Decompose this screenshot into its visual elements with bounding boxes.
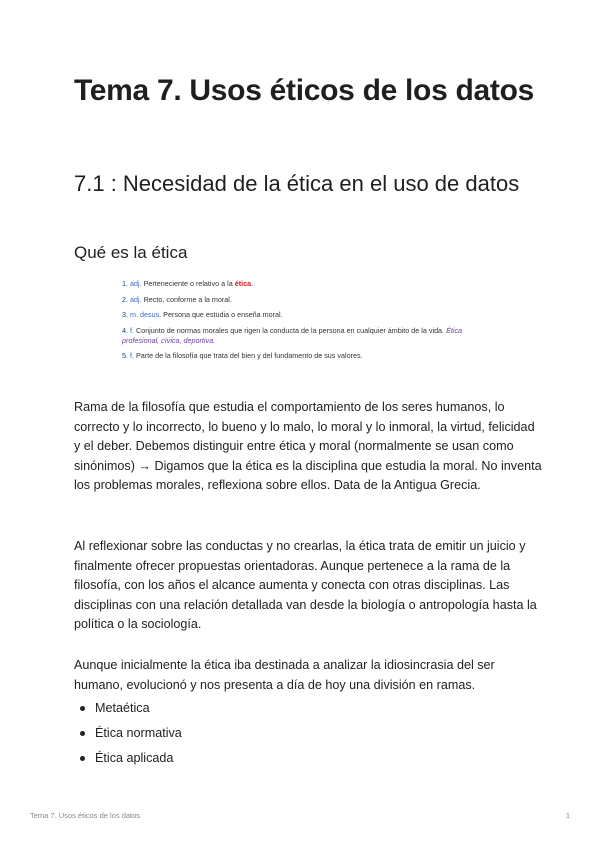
definition-example: Ética profesional, cívica, deportiva. — [122, 325, 463, 345]
definition-item: 5. f. Parte de la filosofía que trata del bien y del fundamento de sus valores. — [122, 351, 363, 360]
paragraph: Al reflexionar sobre las conductas y no crearlas, la ética trata de emitir un juicio y finalmente ofrecer propuestas orientadoras. Aunque pertenece a la rama de la filosofía, con los años el alcance aumenta y conecta con otras disciplinas. Las disciplinas con una relación detallada van desde la biología o antropología hasta la política o la sociología. — [74, 539, 537, 632]
bullet-icon — [80, 706, 85, 711]
definition-item: 3. m. desus. Persona que estudia o enseña moral. — [122, 310, 283, 319]
list-item: Ética aplicada — [74, 748, 534, 773]
page-title: Tema 7. Usos éticos de los datos — [74, 74, 534, 107]
paragraph: Aunque inicialmente la ética iba destinada a analizar la idiosincrasia del ser humano, evolucionó y nos presenta a día de hoy una división en ramas. — [74, 658, 495, 692]
subsection-heading: Qué es la ética — [74, 243, 188, 262]
paragraph: Rama de la filosofía que estudia el comportamiento de los seres humanos, lo correcto y lo incorrecto, lo bueno y lo malo, lo moral y lo inmoral, la virtud, felicidad y el deber. Debemos distinguir entre ética y moral (normalmente se usan como sinónimos) → Digamos que la ética es la disciplina que estudia la moral. No inventa los problemas morales, reflexiona sobre ellos. Data de la Antigua Grecia. — [74, 400, 542, 493]
dictionary-definitions — [122, 279, 482, 367]
page-number: 1 — [565, 811, 570, 820]
footer-title: Tema 7. Usos éticos de los datos — [30, 811, 141, 820]
section-heading: 7.1 : Necesidad de la ética en el uso de datos — [74, 171, 520, 196]
bullet-icon — [80, 731, 85, 736]
list-item: Metaética — [74, 698, 534, 723]
highlight-word[interactable]: ética — [234, 279, 252, 288]
branches-list — [74, 698, 534, 773]
bullet-icon — [80, 756, 85, 761]
definition-item: 1. adj. Perteneciente o relativo a la ética. — [122, 279, 254, 288]
list-item: Ética normativa — [74, 723, 534, 748]
definition-item: 4. f. Conjunto de normas morales que rigen la conducta de la persona en cualquier ámbito de la vida. Ética profesional, cívica, deportiva. — [122, 325, 463, 345]
definition-item: 2. adj. Recto, conforme a la moral. — [122, 294, 232, 304]
